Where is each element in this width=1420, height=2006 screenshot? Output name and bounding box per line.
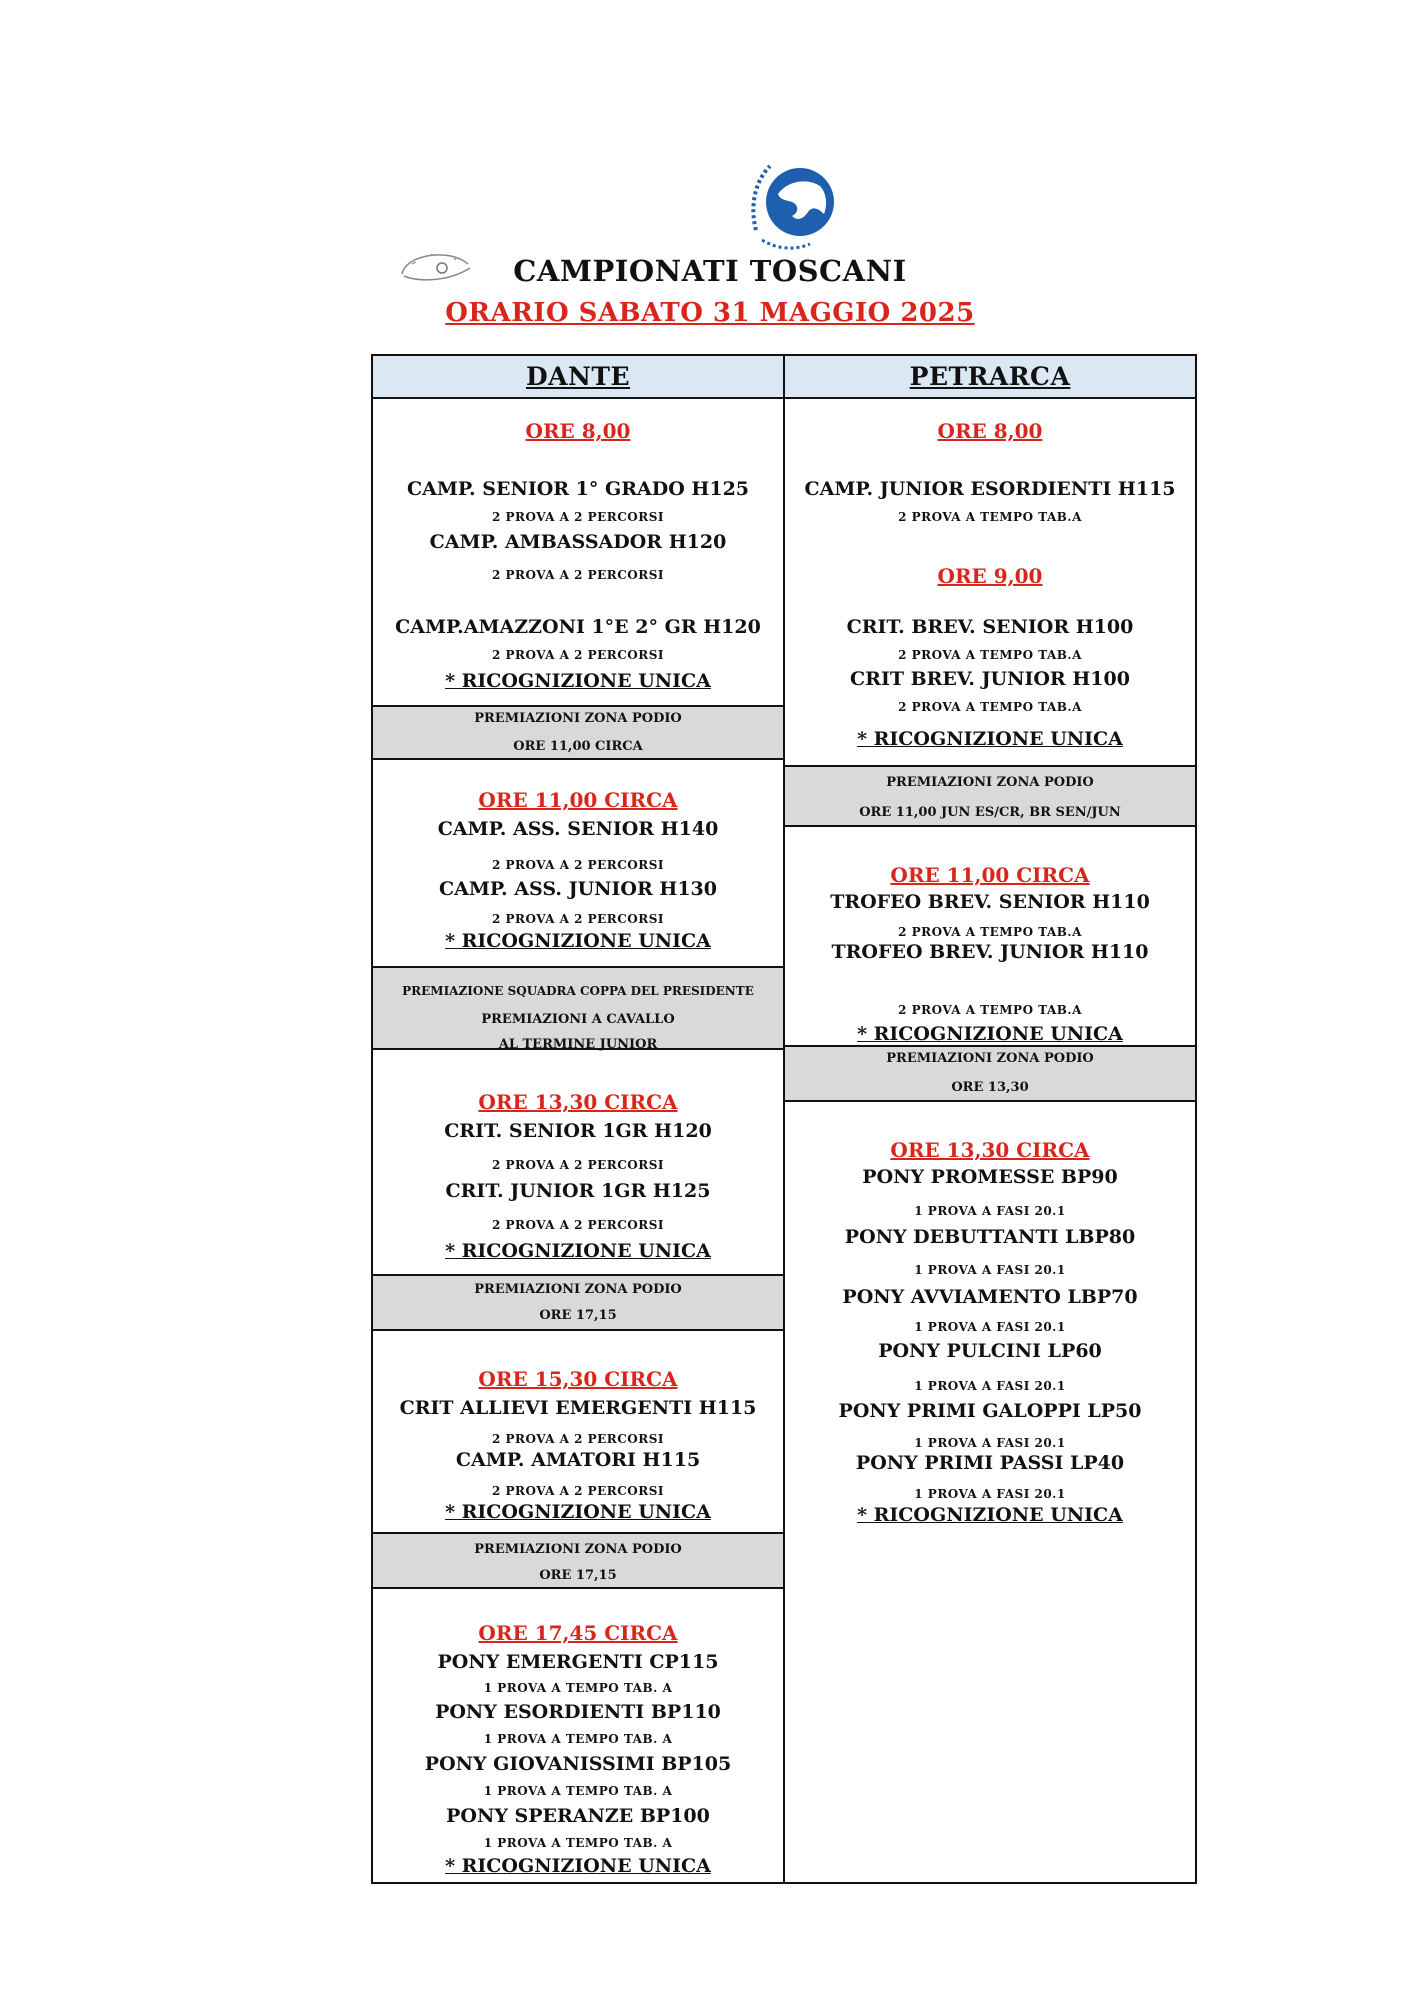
arezzo-equestrian-centre-logo [748, 152, 850, 252]
event-name: CRIT ALLIEVI EMERGENTI H115 [399, 1397, 757, 1419]
recognition-note: * RICOGNIZIONE UNICA [857, 728, 1123, 750]
recognition-note: * RICOGNIZIONE UNICA [445, 670, 711, 692]
award-block: PREMIAZIONI ZONA PODIO ORE 11,00 JUN ES/CR, BR SEN/JUN [785, 765, 1195, 827]
recognition-note: * RICOGNIZIONE UNICA [857, 1504, 1123, 1526]
award-block: PREMIAZIONI ZONA PODIO ORE 13,30 [785, 1045, 1195, 1102]
award-block: PREMIAZIONE SQUADRA COPPA DEL PRESIDENTE PREMIAZIONI A CAVALLO AL TERMINE JUNIOR [373, 966, 783, 1050]
schedule-block [785, 827, 1195, 1045]
schedule-block [373, 760, 783, 966]
event-format: 2 PROVA A 2 PERCORSI [491, 858, 665, 872]
schedule-block [373, 1331, 783, 1527]
event-name: PONY PULCINI LP60 [878, 1340, 1102, 1362]
event-name: PONY PROMESSE BP90 [862, 1166, 1118, 1188]
event-name: PONY GIOVANISSIMI BP105 [424, 1753, 732, 1775]
event-name: CAMP. JUNIOR ESORDIENTI H115 [804, 478, 1176, 500]
event-format: 2 PROVA A TEMPO TAB.A [898, 1003, 1082, 1017]
event-format: 1 PROVA A FASI 20.1 [914, 1320, 1066, 1334]
event-format: 1 PROVA A FASI 20.1 [914, 1263, 1066, 1277]
block-time: ORE 11,00 CIRCA [478, 788, 678, 812]
block-time: ORE 8,00 [937, 419, 1043, 443]
event-format: 2 PROVA A 2 PERCORSI [491, 1432, 665, 1446]
page-subtitle: ORARIO SABATO 31 MAGGIO 2025 [445, 298, 975, 328]
event-format: 2 PROVA A TEMPO TAB.A [898, 648, 1082, 662]
schedule-block [785, 399, 1195, 726]
block-time: ORE 8,00 [525, 419, 631, 443]
event-format: 2 PROVA A TEMPO TAB.A [898, 925, 1082, 939]
event-name: PONY PRIMI PASSI LP40 [855, 1452, 1125, 1474]
column-header-dante: DANTE [373, 356, 783, 399]
award-block: PREMIAZIONI ZONA PODIO ORE 17,15 [373, 1532, 783, 1589]
column-header-petrarca: PETRARCA [785, 356, 1195, 399]
event-format: 2 PROVA A 2 PERCORSI [491, 1218, 665, 1232]
event-name: PONY PRIMI GALOPPI LP50 [838, 1400, 1142, 1422]
block-time: ORE 15,30 CIRCA [478, 1367, 678, 1391]
block-time: ORE 11,00 CIRCA [890, 863, 1090, 887]
column-dante [371, 354, 785, 1884]
recognition-note: * RICOGNIZIONE UNICA [857, 1023, 1123, 1045]
event-name: CRIT. SENIOR 1GR H120 [444, 1120, 712, 1142]
event-name: CAMP.AMAZZONI 1°E 2° GR H120 [395, 616, 761, 638]
event-format: 1 PROVA A TEMPO TAB. A [483, 1836, 673, 1850]
recognition-note: * RICOGNIZIONE UNICA [445, 1501, 711, 1523]
event-name: PONY AVVIAMENTO LBP70 [842, 1286, 1138, 1308]
event-format: 2 PROVA A 2 PERCORSI [491, 1484, 665, 1498]
block-time: ORE 17,45 CIRCA [478, 1621, 678, 1645]
event-name: PONY SPERANZE BP100 [446, 1805, 710, 1827]
event-name: CAMP. ASS. JUNIOR H130 [439, 878, 717, 900]
award-block: PREMIAZIONI ZONA PODIO ORE 17,15 [373, 1274, 783, 1331]
event-name: CAMP. AMBASSADOR H120 [429, 531, 727, 553]
event-name: TROFEO BREV. SENIOR H110 [830, 891, 1150, 913]
event-name: CAMP. SENIOR 1° GRADO H125 [406, 478, 750, 500]
recognition-note: * RICOGNIZIONE UNICA [445, 930, 711, 952]
schedule-block [373, 1050, 783, 1268]
event-format: 1 PROVA A FASI 20.1 [914, 1204, 1066, 1218]
event-format: 2 PROVA A 2 PERCORSI [491, 1158, 665, 1172]
event-format: 2 PROVA A TEMPO TAB.A [898, 700, 1082, 714]
event-format: 2 PROVA A 2 PERCORSI [491, 648, 665, 662]
recognition-note: * RICOGNIZIONE UNICA [445, 1855, 711, 1877]
event-format: 1 PROVA A TEMPO TAB. A [483, 1681, 673, 1695]
schedule-block [785, 1102, 1195, 1542]
event-name: PONY ESORDIENTI BP110 [435, 1701, 721, 1723]
award-block: PREMIAZIONI ZONA PODIO ORE 11,00 CIRCA [373, 705, 783, 760]
schedule-block [373, 1589, 783, 1879]
event-name: PONY DEBUTTANTI LBP80 [844, 1226, 1136, 1248]
block-time: ORE 9,00 [937, 564, 1043, 588]
event-name: CRIT BREV. JUNIOR H100 [850, 668, 1130, 690]
schedule-block [373, 399, 783, 664]
event-name: CRIT. BREV. SENIOR H100 [846, 616, 1134, 638]
page-title: CAMPIONATI TOSCANI [513, 254, 907, 288]
event-name: TROFEO BREV. JUNIOR H110 [831, 941, 1149, 963]
column-petrarca [783, 354, 1197, 1884]
event-format: 2 PROVA A 2 PERCORSI [491, 568, 665, 582]
event-format: 2 PROVA A TEMPO TAB.A [898, 510, 1082, 524]
event-name: PONY EMERGENTI CP115 [437, 1651, 719, 1673]
event-format: 1 PROVA A TEMPO TAB. A [483, 1784, 673, 1798]
event-format: 2 PROVA A 2 PERCORSI [491, 912, 665, 926]
event-name: CAMP. AMATORI H115 [455, 1449, 701, 1471]
block-time: ORE 13,30 CIRCA [890, 1138, 1090, 1162]
event-format: 1 PROVA A TEMPO TAB. A [483, 1732, 673, 1746]
event-format: 1 PROVA A FASI 20.1 [914, 1487, 1066, 1501]
event-format: 1 PROVA A FASI 20.1 [914, 1379, 1066, 1393]
block-time: ORE 13,30 CIRCA [478, 1090, 678, 1114]
event-name: CAMP. ASS. SENIOR H140 [437, 818, 719, 840]
event-name: CRIT. JUNIOR 1GR H125 [445, 1180, 711, 1202]
recognition-note: * RICOGNIZIONE UNICA [445, 1240, 711, 1262]
event-format: 2 PROVA A 2 PERCORSI [491, 510, 665, 524]
event-format: 1 PROVA A FASI 20.1 [914, 1436, 1066, 1450]
